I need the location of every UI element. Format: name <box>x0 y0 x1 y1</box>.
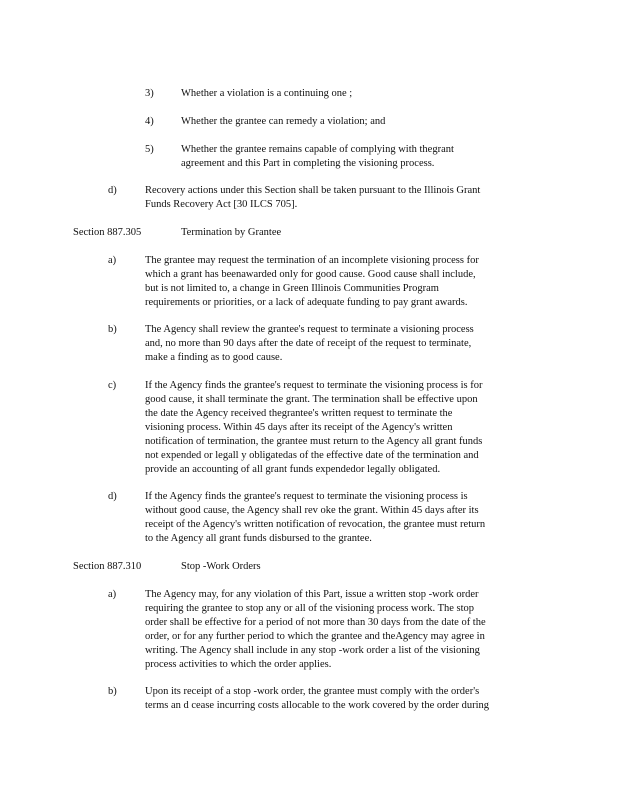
text-line: to the Agency all grant funds disbursed to the grantee. <box>145 533 372 544</box>
text-line: requirements or priorities, or a lack of adequate funding to pay grant awards. <box>145 297 468 308</box>
item-310-b-number: b) <box>108 686 117 697</box>
item-d-recovery-number: d) <box>108 185 117 196</box>
text-line: but is not limited to, a change in Green Illinois Communities Program <box>145 283 439 294</box>
item-310-a-number: a) <box>108 589 117 600</box>
text-line: terms an d cease incurring costs allocable to the work covered by the order during <box>145 700 490 711</box>
text-line: order shall be effective for a period of not more than 30 days from the date of the <box>145 617 486 628</box>
section-887-310-label: Section 887.310 <box>73 561 142 572</box>
section-887-310-title: Stop -Work Orders <box>181 561 261 572</box>
text-line: requiring the grantee to stop any or all of the visioning process work. The stop <box>145 603 475 614</box>
text-line: receipt of the Agency's written notification of revocation, the grantee must return <box>145 519 486 530</box>
text-line: and, no more than 90 days after the date of receipt of the request to terminate, <box>145 338 472 349</box>
item-305-b-text <box>145 323 530 365</box>
item-5-text <box>181 143 521 171</box>
item-305-a-number: a) <box>108 255 117 266</box>
item-305-c-text <box>145 379 530 477</box>
text-line: writing. The Agency shall include in any stop -work order a list of the visioning <box>145 645 480 656</box>
item-5-number: 5) <box>145 144 154 155</box>
item-305-c-number: c) <box>108 380 117 391</box>
text-line: agreement and this Part in completing the visioning process. <box>181 158 435 169</box>
text-line: visioning process. Within 45 days after its receipt of the Agency's written <box>145 422 453 433</box>
item-3-number: 3) <box>145 88 154 99</box>
text-line: Whether a violation is a continuing one ; <box>181 88 353 99</box>
text-line: make a finding as to good cause. <box>145 352 283 363</box>
item-305-d-number: d) <box>108 491 117 502</box>
text-line: Whether the grantee can remedy a violation; and <box>181 116 386 127</box>
text-line: notification of termination, the grantee must return to the Agency all grant funds <box>145 436 483 447</box>
item-305-b-number: b) <box>108 324 117 335</box>
text-line: provide an accounting of all grant funds expendedor legally obligated. <box>145 464 441 475</box>
text-line: The grantee may request the termination of an incomplete visioning process for <box>145 255 479 266</box>
text-line: Upon its receipt of a stop -work order, the grantee must comply with the order's <box>145 686 480 697</box>
item-305-d-text <box>145 490 530 546</box>
item-3-text <box>181 87 521 101</box>
text-line: Recovery actions under this Section shall be taken pursuant to the Illinois Grant <box>145 185 481 196</box>
section-887-305-label: Section 887.305 <box>73 227 142 238</box>
item-4-number: 4) <box>145 116 154 127</box>
text-line: the date the Agency received thegrantee's written request to terminate the <box>145 408 453 419</box>
text-line: Whether the grantee remains capable of complying with thegrant <box>181 144 454 155</box>
section-887-305-title: Termination by Grantee <box>181 227 282 238</box>
text-line: not expended or legall y obligatedas of the effective date of the termination and <box>145 450 479 461</box>
text-line: good cause, it shall terminate the grant. The termination shall be effective upon <box>145 394 478 405</box>
text-line: The Agency may, for any violation of this Part, issue a written stop -work order <box>145 589 479 600</box>
text-line: which a grant has beenawarded only for good cause. Good cause shall include, <box>145 269 476 280</box>
item-305-a-text <box>145 254 530 310</box>
text-line: process activities to which the order applies. <box>145 659 332 670</box>
text-line: The Agency shall review the grantee's request to terminate a visioning process <box>145 324 474 335</box>
item-4-text <box>181 115 521 129</box>
text-line: Funds Recovery Act [30 ILCS 705]. <box>145 199 298 210</box>
item-310-a-text <box>145 588 535 672</box>
text-line: without good cause, the Agency shall rev oke the grant. Within 45 days after its <box>145 505 479 516</box>
text-line: If the Agency finds the grantee's request to terminate the visioning process is for <box>145 380 483 391</box>
item-d-recovery-text <box>145 184 530 212</box>
text-line: order, or for any further period to which the grantee and theAgency may agree in <box>145 631 485 642</box>
item-310-b-text <box>145 685 535 713</box>
text-line: If the Agency finds the grantee's request to terminate the visioning process is <box>145 491 468 502</box>
